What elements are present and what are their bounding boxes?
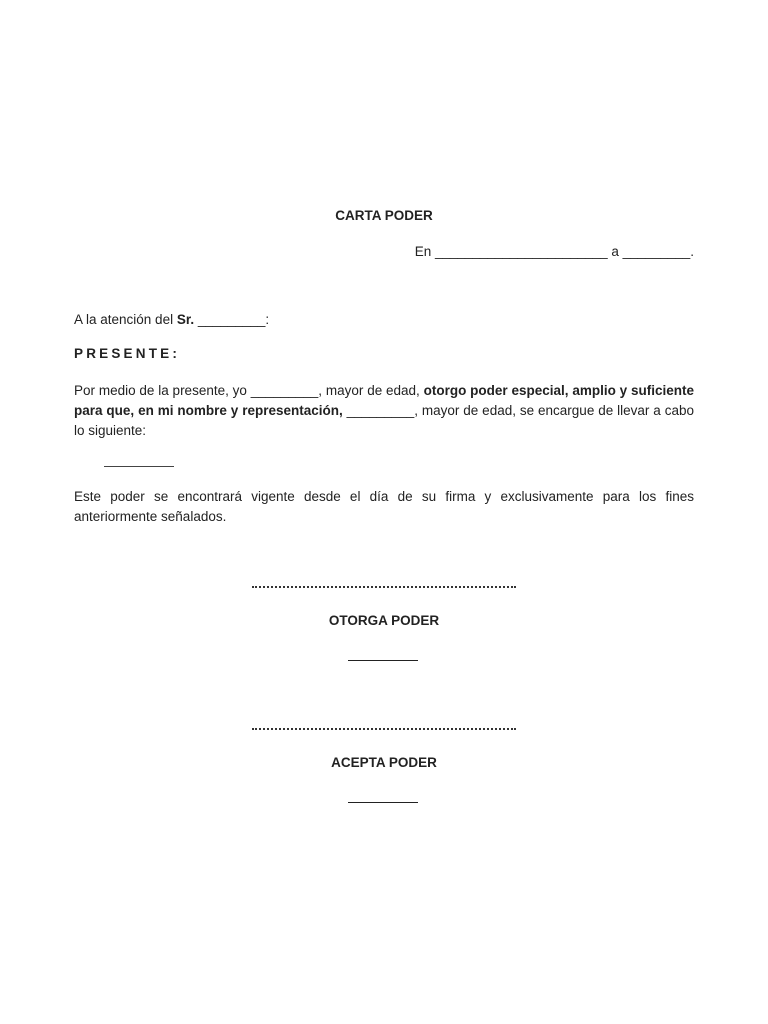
place-suffix: . — [690, 244, 694, 259]
date-blank: _________ — [622, 244, 691, 259]
paragraph-grant-part1: Por medio de la presente, yo _________, mayor de edad, — [74, 383, 424, 398]
paragraph-grant-part2: _________, mayor de edad, se encargue de llevar a cabo lo siguiente: — [74, 403, 694, 438]
document-title: CARTA PODER — [335, 208, 433, 223]
signature-dotted-line-attorney — [252, 728, 516, 730]
signature-blank-attorney — [348, 802, 418, 803]
place-middle: a — [607, 244, 623, 259]
signature-label-attorney: ACEPTA PODER — [331, 755, 437, 770]
signature-blank-grantor — [348, 660, 418, 661]
signature-label-grantor: OTORGA PODER — [328, 613, 440, 628]
task-blank-line — [104, 466, 174, 467]
attention-prefix: A la atención del — [74, 312, 177, 327]
attention-blank: _________: — [194, 312, 270, 327]
greeting: PRESENTE: — [74, 346, 181, 361]
attention-honorific: Sr. — [176, 312, 195, 327]
place-date-line — [415, 244, 694, 259]
attention-line — [74, 312, 269, 327]
paragraph-validity: Este poder se encontrará vigente desde el día de su firma y exclusivamente para los fines anteriormente señalados. — [74, 489, 694, 524]
paragraph-grant — [74, 381, 694, 441]
paragraph-grant-bold: otorgo poder especial, amplio y suficiente para que, en mi nombre y representación, — [74, 383, 695, 418]
place-prefix: En — [414, 244, 435, 259]
signature-dotted-line-grantor — [252, 586, 516, 588]
place-blank: _______________________ — [434, 244, 608, 259]
